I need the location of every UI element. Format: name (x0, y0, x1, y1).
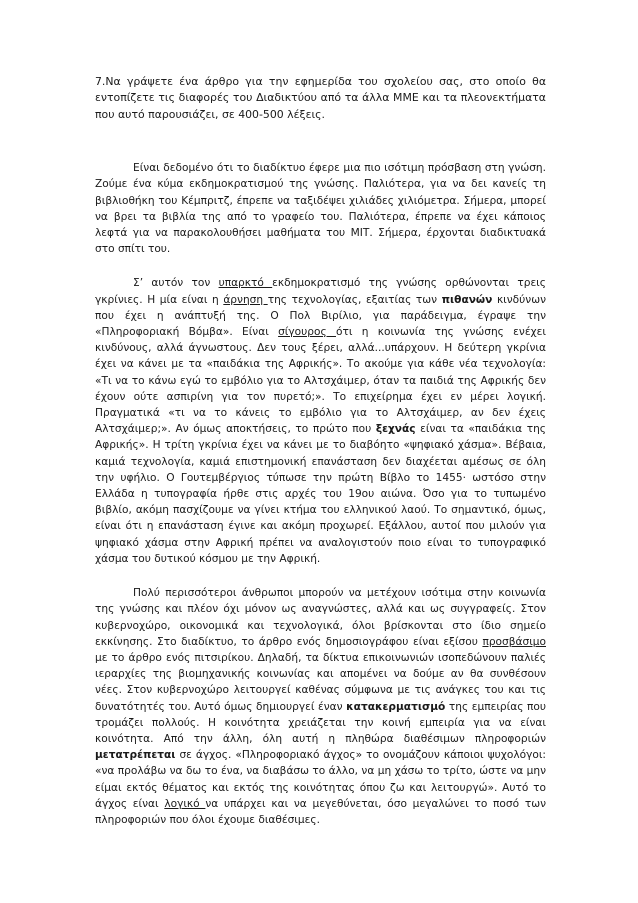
paragraph-1: Είναι δεδομένο ότι το διαδίκτυο έφερε μια πιο ισότιμη πρόσβαση στη γνώση. Ζούμε ένα κύμα εκδημοκρατισμού της γνώσης. Παλιότερα, για να δει κανείς τη βιβλιοθήκη του Κέμπριτζ, έπρεπε να ταξιδέψει χιλιάδες χιλιόμετρα. Σήμερα, μπορεί να βρει τα βιβλία της από το γραφείο του. Παλιότερα, έπρεπε να έχει κάποιος λεφτά για να παρακολουθήσει μαθήματα του ΜΙΤ. Σήμερα, έρχονται διαδικτυακά στο σπίτι του. (95, 162, 546, 256)
text-run: με το άρθρο ενός πιτσιρίκου. Δηλαδή, τα δίκτυα επικοινωνιών ισοπεδώνουν παλιές ιεραρχίες της βιομηχανικής κοινωνίας και απομένει να δούμε αν θα συνθέσουν νέες. Στον κυβερνοχώρο λειτουργεί καθένας σύμφωνα με τις ανάγκες του και τις δυνατότητές του. Αυτό όμως δημιουργεί έναν (95, 651, 546, 713)
text-run: κινδύνων που έχει η ανάπτυξή της. Ο Πολ Βιρίλιο, για παράδειγμα, έγραψε την «Πληροφοριακή Βόμβα». Είναι (95, 293, 547, 339)
paragraph-3 (95, 585, 546, 828)
text-run: σε άγχος. «Πληροφοριακό άγχος» το ονομάζουν κάποιοι ψυχολόγοι: «να προλάβω να δω το ένα, να διαβάσω το άλλο, να μη χάσω το τρίτο, ώστε να μην είμαι εκτός θέματος και εκτός της κοινότητας όπου ζω και λειτουργώ». Αυτό το άγχος είναι (95, 749, 546, 810)
text-run: εκδημοκρατισμό της γνώσης ορθώνονται τρεις γκρίνιες. Η μία είναι η (95, 277, 546, 306)
text-run: Πολύ περισσότεροι άνθρωποι μπορούν να μετέχουν ισότιμα στην κοινωνία της γνώσης και πλέον όχι μόνον ως αναγνώστες, αλλά και ως συγγραφείς. Στον κυβερνοχώρο, οικονομικά και τεχνολογικά, όλοι βρίσκονται στο ίδιο σημείο εκκίνησης. Στο διαδίκτυο, το άρθρο ενός δημοσιογράφου είναι εξίσου (95, 587, 546, 648)
text-run: είναι τα «παιδάκια της Αφρικής». Η τρίτη γκρίνια έχει να κάνει με το διαβόητο «ψηφιακό χάσμα». Βέβαια, καμιά τεχνολογία, καμιά επιστημονική επανάσταση δεν διαχέεται αμέσως σε όλη την υφήλιο. Ο Γουτεμβέργιος τύπωσε την πρώτη Βίβλο το 1455· ωστόσο στην Ελλάδα η τυπογραφία ήρθε στις αρχές του 19ου αιώνα. Όσο για το τυπωμένο βιβλίο, ακόμη πασχίζουμε να γίνει κτήμα του ελληνικού λαού. Το σημαντικό, όμως, είναι ότι η επανάσταση έγινε και ακόμη προχωρεί. Εξάλλου, αυτοί που μιλούν για ψηφιακό χάσμα στην Αφρική πρέπει να αναλογιστούν ποιο είναι το τυπογραφικό χάσμα του δυτικού κόσμου με την Αφρική. (95, 423, 547, 565)
underlined-word: σίγουρος (278, 326, 336, 339)
text-run: Σ’ αυτόν τον (133, 277, 219, 290)
underlined-word: προσβάσιμο (482, 635, 546, 648)
text-run: να υπάρχει και να μεγεθύνεται, όσο μεγαλώνει το ποσό των πληροφοριών που όλοι έχουμε διαθέσιμες. (95, 797, 546, 826)
underlined-word: λογικό (164, 797, 206, 810)
text-run: της εμπειρίας που τρομάζει πολλούς. Η κοινότητα χρειάζεται την κοινή εμπειρία για να είναι κοινότητα. Από την άλλη, όλη αυτή η πληθώρα διαθέσιμων πληροφοριών (95, 700, 546, 745)
bold-word: κατακερματισμό (346, 700, 446, 713)
bold-word: πιθανών (441, 293, 493, 306)
underlined-word: άρνηση (223, 293, 268, 306)
bold-word: μετατρέπεται (95, 749, 176, 762)
text-run: της τεχνολογίας, εξαιτίας των (267, 293, 442, 306)
text-run: ότι η κοινωνία της γνώσης ενέχει κινδύνους, αλλά άγνωστους. Δεν τους ξέρει, αλλά...υπάρχουν. Η δεύτερη γκρίνια έχει να κάνει με τα «παιδάκια της Αφρικής». Το ακούμε για κάθε νέα τεχνολογία: «Τι να το κάνω εγώ το εμβόλιο για το Αλτσχάιμερ, όταν τα παιδιά της Αφρικής δεν έχουν ούτε ασπιρίνη για τον πυρετό;». Το επιχείρημα έχει εν μέρει λογική. Πραγματικά «τι να το κάνεις το εμβόλιο για το Αλτσχάιμερ, αν δεν έχεις Αλτσχάιμερ;». Αν όμως αποκτήσεις, το πρώτο που (95, 326, 546, 436)
underlined-word: υπαρκτό (218, 277, 273, 290)
paragraph-2 (95, 275, 546, 567)
bold-word: ξεχνάς (375, 423, 416, 436)
assignment-question: 7.Να γράψετε ένα άρθρο για την εφημερίδα του σχολείου σας, στο οποίο θα εντοπίζετε τις διαφορές του Διαδικτύου από τα άλλα ΜΜΕ και τα πλεονεκτήματα που αυτό παρουσιάζει, σε 400-500 λέξεις. (95, 75, 546, 121)
